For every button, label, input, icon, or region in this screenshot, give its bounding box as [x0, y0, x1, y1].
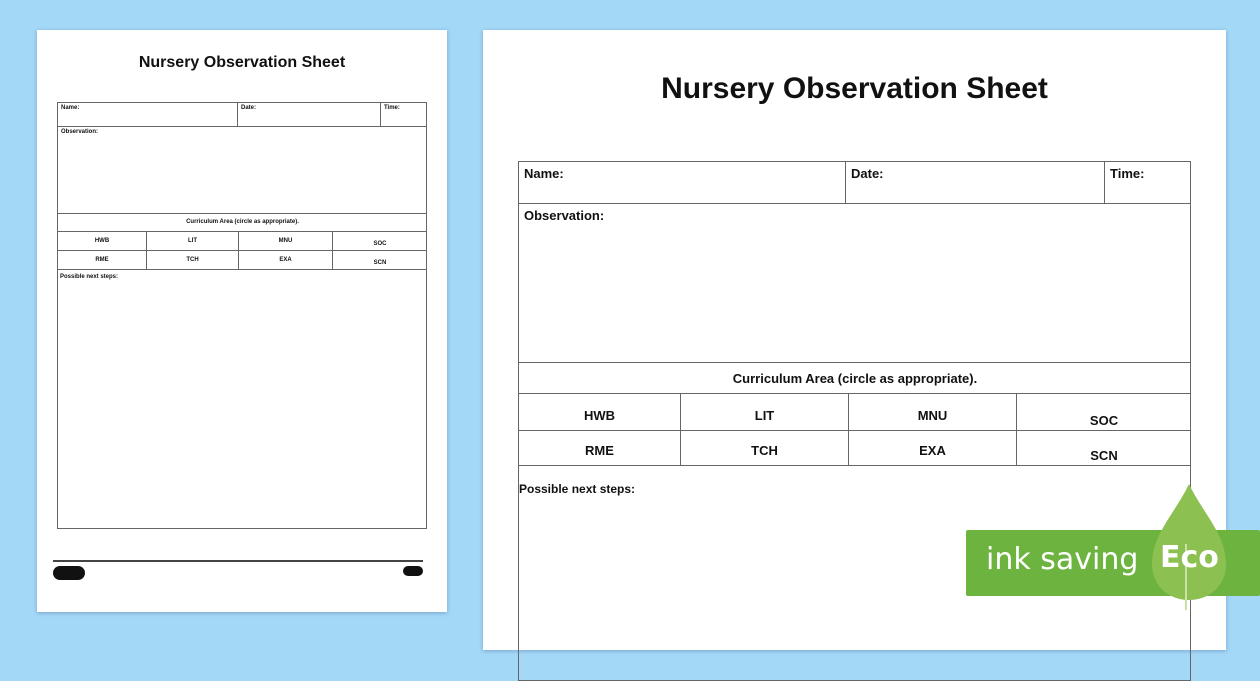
preview-page-small	[37, 30, 447, 612]
eco-label: Eco	[1160, 540, 1219, 575]
name-label: Name:	[519, 162, 846, 204]
area-tch: TCH	[681, 431, 849, 466]
observation-label: Observation:	[519, 204, 1191, 363]
area-tch: TCH	[147, 251, 239, 270]
area-hwb: HWB	[58, 232, 147, 251]
next-steps-label: Possible next steps:	[60, 274, 119, 280]
curriculum-label: Curriculum Area (circle as appropriate).	[519, 363, 1191, 394]
curriculum-label: Curriculum Area (circle as appropriate).	[58, 214, 427, 232]
observation-label: Observation:	[58, 127, 427, 214]
logo-icon	[53, 566, 85, 580]
area-exa: EXA	[239, 251, 333, 270]
ink-saving-text: ink saving	[986, 542, 1139, 577]
observation-table	[57, 102, 427, 529]
name-label: Name:	[58, 103, 238, 127]
sheet-title: Nursery Observation Sheet	[138, 54, 346, 71]
area-lit: LIT	[147, 232, 239, 251]
time-label: Time:	[1105, 162, 1191, 204]
observation-table	[518, 161, 1191, 681]
area-scn: SCN	[333, 251, 427, 270]
footer-divider	[53, 560, 423, 562]
area-hwb: HWB	[519, 394, 681, 431]
area-soc: SOC	[1017, 394, 1191, 431]
area-scn: SCN	[1017, 431, 1191, 466]
area-rme: RME	[58, 251, 147, 270]
area-exa: EXA	[849, 431, 1017, 466]
area-lit: LIT	[681, 394, 849, 431]
footer-logo-icon	[403, 566, 423, 576]
date-label: Date:	[238, 103, 381, 127]
sheet-title: Nursery Observation Sheet	[661, 72, 1048, 105]
area-mnu: MNU	[239, 232, 333, 251]
area-mnu: MNU	[849, 394, 1017, 431]
next-steps-label: Possible next steps:	[519, 482, 636, 496]
area-rme: RME	[519, 431, 681, 466]
time-label: Time:	[381, 103, 427, 127]
area-soc: SOC	[333, 232, 427, 251]
date-label: Date:	[846, 162, 1105, 204]
